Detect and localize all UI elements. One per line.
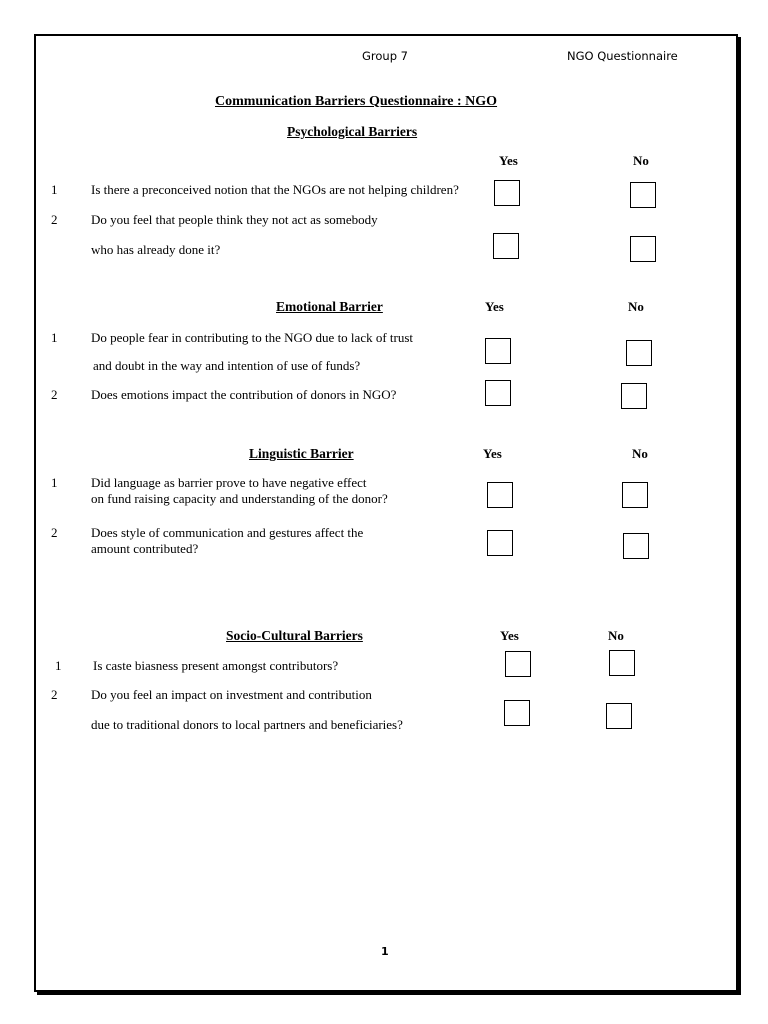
question-text: who has already done it? [91, 242, 221, 257]
header-doc-title: NGO Questionnaire [567, 49, 678, 63]
yes-checkbox[interactable] [487, 530, 513, 556]
question-text: on fund raising capacity and understanding of the donor? [91, 491, 388, 506]
question-text: Do you feel an impact on investment and contribution [91, 687, 372, 702]
questionnaire-page [34, 34, 738, 992]
no-column-label: No [633, 153, 649, 168]
no-checkbox[interactable] [622, 482, 648, 508]
yes-checkbox[interactable] [487, 482, 513, 508]
question-text: Does emotions impact the contribution of donors in NGO? [91, 387, 397, 402]
yes-checkbox[interactable] [485, 338, 511, 364]
header-group: Group 7 [362, 49, 408, 63]
no-checkbox[interactable] [606, 703, 632, 729]
yes-checkbox[interactable] [493, 233, 519, 259]
question-number: 1 [55, 658, 62, 673]
section-title-psychological: Psychological Barriers [287, 124, 418, 139]
main-title: Communication Barriers Questionnaire : NGO [215, 94, 498, 109]
page-number: 1 [381, 945, 389, 958]
question-text: Do you feel that people think they not act as somebody [91, 212, 378, 227]
yes-column-label: Yes [483, 446, 502, 461]
question-text: Do people fear in contributing to the NGO due to lack of trust [91, 330, 414, 345]
question-text: Does style of communication and gestures affect the [91, 525, 364, 540]
no-checkbox[interactable] [626, 340, 652, 366]
question-text: due to traditional donors to local partners and beneficiaries? [91, 717, 403, 732]
yes-checkbox[interactable] [494, 180, 520, 206]
yes-checkbox[interactable] [504, 700, 530, 726]
question-text: amount contributed? [91, 541, 199, 556]
question-number: 1 [51, 330, 58, 345]
question-text: Did language as barrier prove to have negative effect [91, 475, 367, 490]
yes-checkbox[interactable] [505, 651, 531, 677]
question-number: 2 [51, 387, 58, 402]
section-title-linguistic: Linguistic Barrier [249, 446, 354, 461]
question-number: 1 [51, 182, 58, 197]
yes-checkbox[interactable] [485, 380, 511, 406]
question-text: Is there a preconceived notion that the NGOs are not helping children? [91, 182, 459, 197]
question-text: Is caste biasness present amongst contributors? [93, 658, 339, 673]
question-number: 1 [51, 475, 58, 490]
section-title-socio-cultural: Socio-Cultural Barriers [226, 628, 363, 643]
no-checkbox[interactable] [630, 182, 656, 208]
yes-column-label: Yes [500, 628, 519, 643]
question-text: and doubt in the way and intention of use of funds? [93, 358, 361, 373]
yes-column-label: Yes [485, 299, 504, 314]
question-number: 2 [51, 687, 58, 702]
question-number: 2 [51, 212, 58, 227]
no-checkbox[interactable] [630, 236, 656, 262]
section-title-emotional: Emotional Barrier [276, 299, 383, 314]
no-column-label: No [632, 446, 648, 461]
no-column-label: No [608, 628, 624, 643]
no-column-label: No [628, 299, 644, 314]
yes-column-label: Yes [499, 153, 518, 168]
question-number: 2 [51, 525, 58, 540]
no-checkbox[interactable] [609, 650, 635, 676]
no-checkbox[interactable] [621, 383, 647, 409]
no-checkbox[interactable] [623, 533, 649, 559]
